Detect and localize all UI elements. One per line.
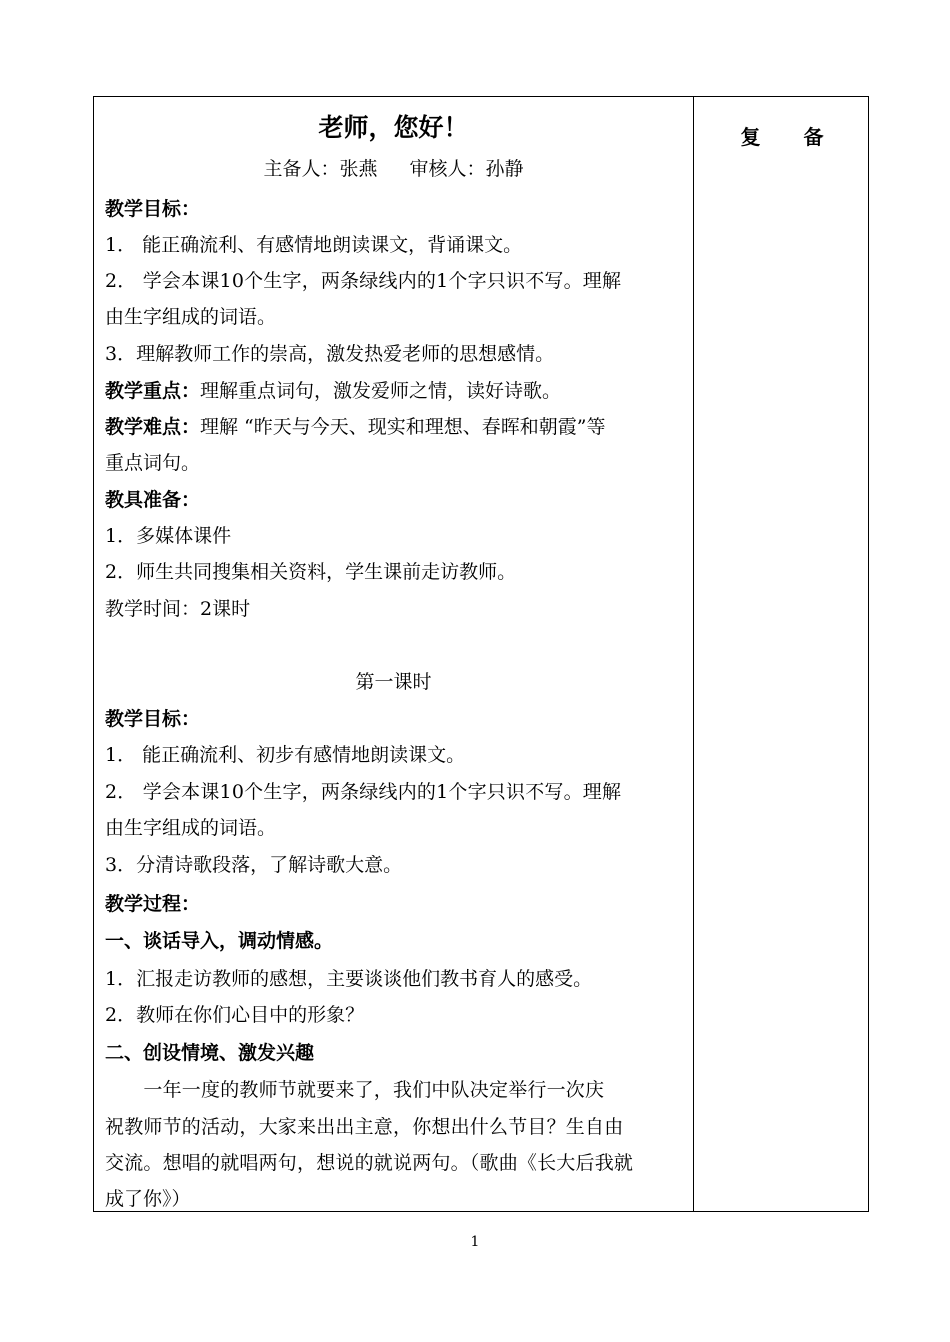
material-item: 1．多媒体课件 [105, 525, 232, 547]
key-points [105, 379, 685, 403]
lesson-objective-item: 1． 能正确流利、初步有感情地朗读课文。 [105, 744, 466, 766]
difficulties-text: 理解 “昨天与今天、现实和理想、春晖和朝霞”等 [200, 416, 606, 438]
review-column-header: 复 备 [740, 125, 842, 149]
lesson-objectives-heading: 教学目标： [105, 708, 201, 730]
section1-item: 2．教师在你们心目中的形象？ [105, 1004, 365, 1026]
preparer: 主备人：张燕 [263, 158, 378, 180]
key-points-label: 教学重点： [105, 380, 201, 402]
section2-paragraph-line: 一年一度的教师节就要来了，我们中队决定举行一次庆 [105, 1079, 605, 1101]
difficulties-label: 教学难点： [105, 416, 201, 438]
section1-heading: 一、谈话导入，调动情感。 [105, 930, 334, 952]
materials-heading: 教具准备： [105, 489, 201, 511]
key-points-text: 理解重点词句，激发爱师之情，读好诗歌。 [200, 380, 562, 402]
byline [94, 157, 693, 181]
lesson-plan-table [93, 96, 869, 1212]
lesson-objective-item: 3．分清诗歌段落，了解诗歌大意。 [105, 854, 403, 876]
section1-item: 1．汇报走访教师的感想，主要谈谈他们教书育人的感受。 [105, 968, 593, 990]
objectives-heading: 教学目标： [105, 198, 201, 220]
objective-item: 由生字组成的词语。 [105, 306, 277, 328]
objective-item: 3．理解教师工作的崇高，激发热爱老师的思想感情。 [105, 343, 555, 365]
lesson-title: 第一课时 [355, 671, 432, 693]
objective-item: 1． 能正确流利、有感情地朗读课文，背诵课文。 [105, 234, 523, 256]
difficulties [105, 415, 685, 439]
section2-paragraph-line: 交流。想唱的就唱两句，想说的就说两句。（歌曲《长大后我就 [105, 1152, 634, 1174]
page-number: 1 [470, 1234, 480, 1250]
difficulties-continued: 重点词句。 [105, 452, 201, 474]
document-title: 老师，您好！ [318, 113, 469, 142]
teaching-time: 教学时间：2课时 [105, 598, 251, 620]
reviewer: 审核人：孙静 [409, 158, 524, 180]
material-item: 2．师生共同搜集相关资料，学生课前走访教师。 [105, 561, 517, 583]
section2-paragraph-line: 成了你》） [105, 1188, 191, 1210]
section2-paragraph-line: 祝教师节的活动，大家来出出主意，你想出什么节目？生自由 [105, 1116, 624, 1138]
main-column [94, 97, 693, 1211]
section2-heading: 二、创设情境、激发兴趣 [105, 1042, 315, 1064]
lesson-objective-item: 2． 学会本课10个生字，两条绿线内的1个字只识不写。理解 [105, 781, 622, 803]
objective-item: 2． 学会本课10个生字，两条绿线内的1个字只识不写。理解 [105, 270, 622, 292]
lesson-objective-item: 由生字组成的词语。 [105, 817, 277, 839]
process-heading: 教学过程： [105, 893, 201, 915]
review-column [694, 97, 870, 1211]
